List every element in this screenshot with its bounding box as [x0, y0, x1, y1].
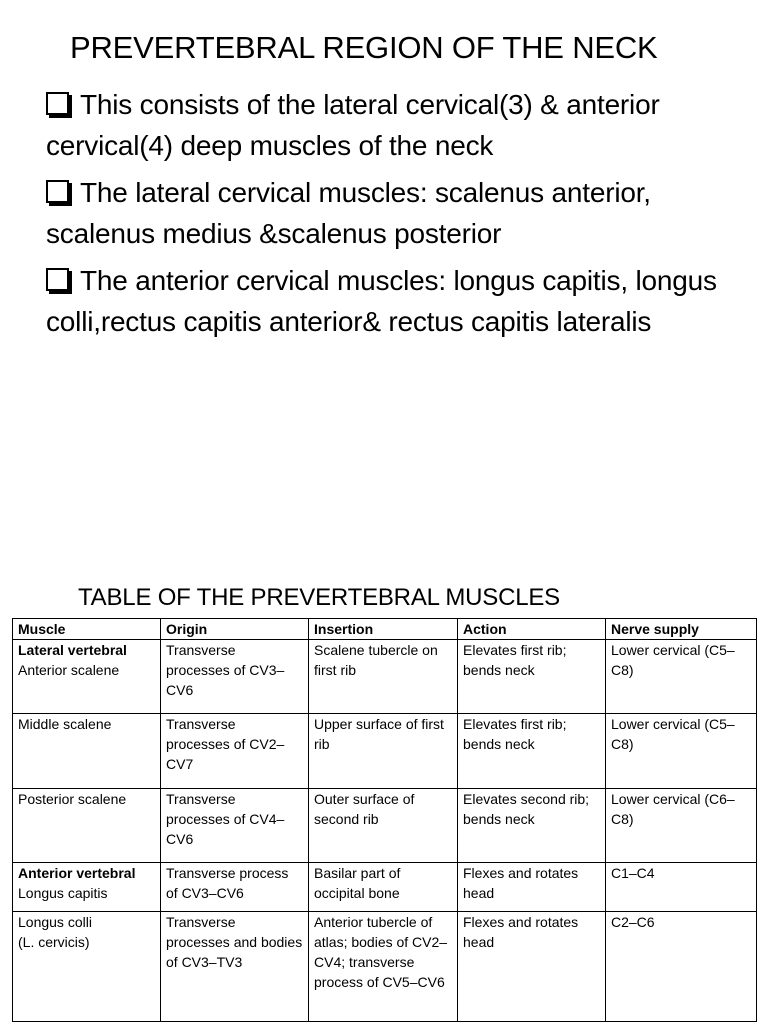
- cell-nerve: Lower cervical (C6–C8): [606, 789, 757, 863]
- cell-muscle: [13, 789, 161, 863]
- bullet-list: [46, 84, 746, 348]
- cell-action: Flexes and rotates head: [458, 863, 606, 912]
- muscle-name: Middle scalene: [18, 716, 112, 732]
- header-action: Action: [458, 619, 606, 640]
- muscle-name: Longus capitis: [18, 885, 108, 901]
- bullet-text: This consists of the lateral cervical(3) & anterior cervical(4) deep muscles of the neck: [46, 89, 660, 161]
- cell-muscle: [13, 912, 161, 1022]
- cell-action: Elevates first rib; bends neck: [458, 640, 606, 714]
- cell-action: Elevates second rib; bends neck: [458, 789, 606, 863]
- bullet-item: [46, 260, 746, 342]
- muscle-name: Posterior scalene: [18, 791, 127, 807]
- header-origin: Origin: [161, 619, 309, 640]
- bullet-item: [46, 172, 746, 254]
- group-label: Anterior vertebral: [18, 865, 136, 881]
- cell-insertion: Scalene tubercle on first rib: [309, 640, 458, 714]
- cell-nerve: C1–C4: [606, 863, 757, 912]
- table-row: [13, 863, 757, 912]
- table-row: [13, 912, 757, 1022]
- checkbox-bullet-icon: [46, 180, 69, 203]
- checkbox-bullet-icon: [46, 268, 69, 291]
- table-title: TABLE OF THE PREVERTEBRAL MUSCLES: [78, 584, 560, 611]
- muscles-table: [12, 618, 757, 1022]
- cell-muscle: [13, 714, 161, 789]
- cell-insertion: Anterior tubercle of atlas; bodies of CV2–CV4; transverse process of CV5–CV6: [309, 912, 458, 1022]
- page-title: PREVERTEBRAL REGION OF THE NECK: [70, 30, 658, 65]
- cell-insertion: Basilar part of occipital bone: [309, 863, 458, 912]
- cell-action: Elevates first rib; bends neck: [458, 714, 606, 789]
- cell-action: Flexes and rotates head: [458, 912, 606, 1022]
- bullet-text: The anterior cervical muscles: longus capitis, longus colli,rectus capitis anterior& rectus capitis lateralis: [46, 265, 717, 337]
- bullet-item: [46, 84, 746, 166]
- checkbox-bullet-icon: [46, 92, 69, 115]
- group-label: Lateral vertebral: [18, 642, 127, 658]
- muscle-name-alt: (L. cervicis): [18, 934, 90, 950]
- cell-origin: Transverse processes and bodies of CV3–TV3: [161, 912, 309, 1022]
- cell-origin: Transverse process of CV3–CV6: [161, 863, 309, 912]
- cell-nerve: Lower cervical (C5–C8): [606, 714, 757, 789]
- muscle-name: Longus colli: [18, 914, 92, 930]
- cell-insertion: Upper surface of first rib: [309, 714, 458, 789]
- cell-nerve: Lower cervical (C5–C8): [606, 640, 757, 714]
- table-row: [13, 789, 757, 863]
- header-muscle: Muscle: [13, 619, 161, 640]
- cell-muscle: [13, 640, 161, 714]
- cell-origin: Transverse processes of CV2–CV7: [161, 714, 309, 789]
- header-insertion: Insertion: [309, 619, 458, 640]
- muscle-name: Anterior scalene: [18, 662, 120, 678]
- cell-origin: Transverse processes of CV4–CV6: [161, 789, 309, 863]
- cell-origin: Transverse processes of CV3–CV6: [161, 640, 309, 714]
- table-header-row: [13, 619, 757, 640]
- table-row: [13, 640, 757, 714]
- cell-nerve: C2–C6: [606, 912, 757, 1022]
- cell-muscle: [13, 863, 161, 912]
- cell-insertion: Outer surface of second rib: [309, 789, 458, 863]
- header-nerve-supply: Nerve supply: [606, 619, 757, 640]
- table-row: [13, 714, 757, 789]
- bullet-text: The lateral cervical muscles: scalenus anterior, scalenus medius &scalenus posterior: [46, 177, 651, 249]
